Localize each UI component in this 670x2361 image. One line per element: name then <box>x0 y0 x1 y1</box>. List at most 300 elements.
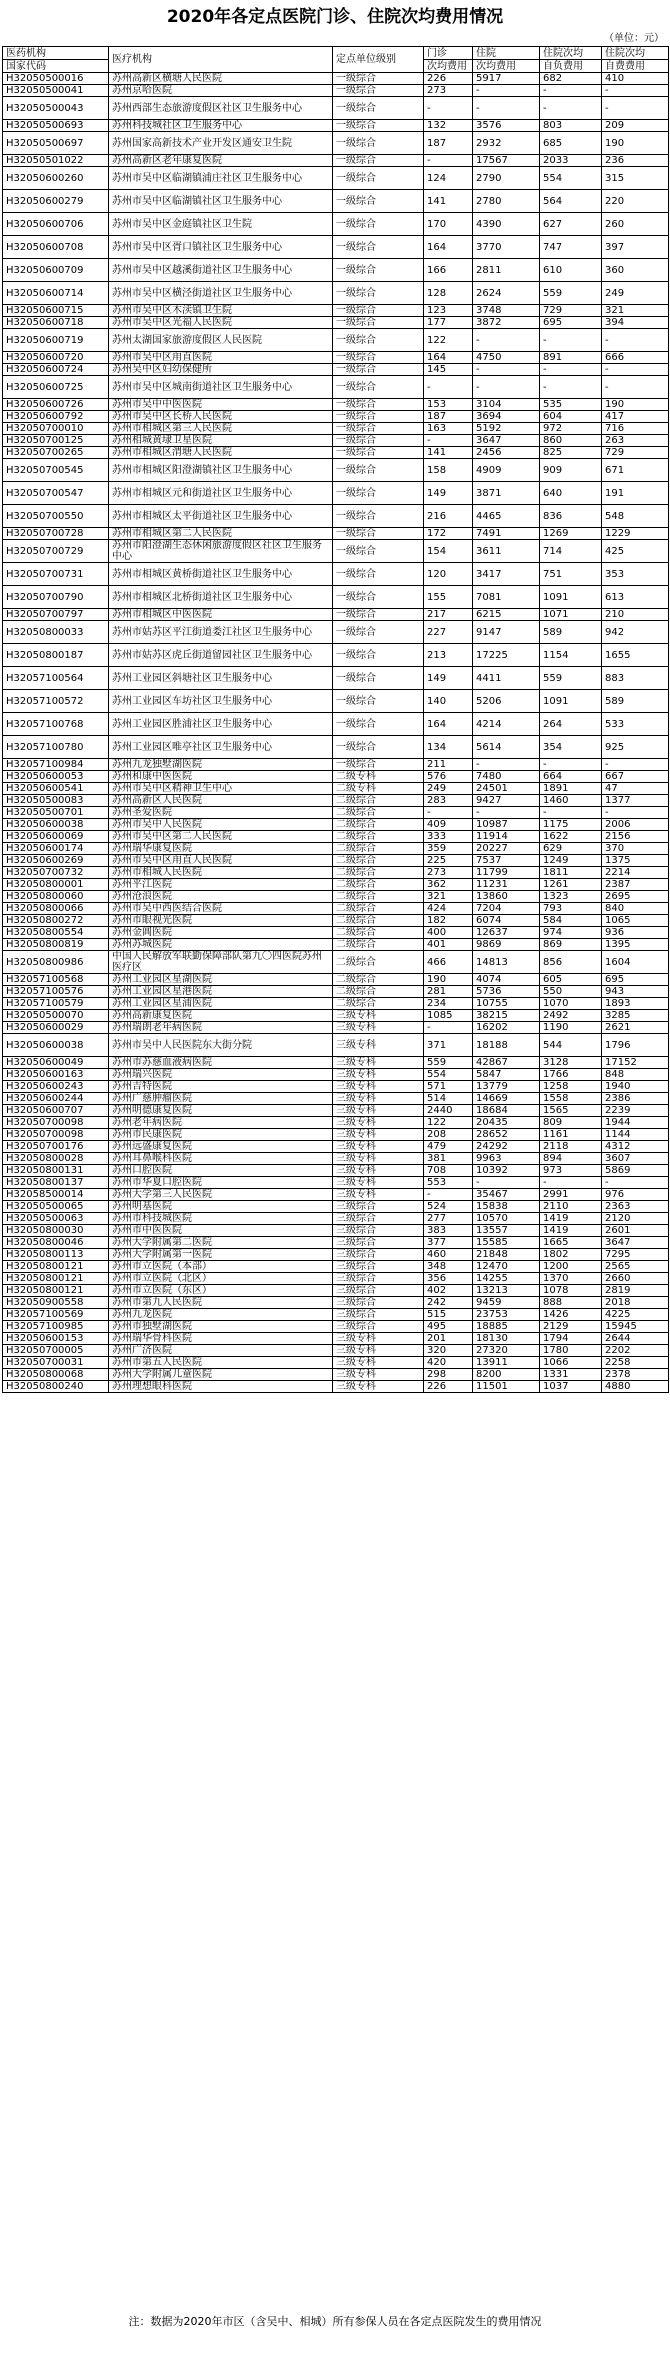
cell-inpatient-self-pay: 840 <box>602 903 669 915</box>
cell-inpatient-avg: 2624 <box>473 282 540 305</box>
cell-inpatient-avg: 17225 <box>473 644 540 667</box>
cell-code: H32050600726 <box>3 399 109 411</box>
cell-code: H32050800046 <box>3 1237 109 1249</box>
cell-code: H32058500014 <box>3 1189 109 1201</box>
cell-outpatient-avg: 281 <box>424 986 473 998</box>
cell-inpatient-avg: 7204 <box>473 903 540 915</box>
cell-code: H32050800060 <box>3 891 109 903</box>
cell-inpatient-self-pay: 249 <box>602 282 669 305</box>
cell-inpatient-self: 554 <box>540 167 602 190</box>
cell-inpatient-self-pay: 1940 <box>602 1081 669 1093</box>
cell-inpatient-self-pay: 17152 <box>602 1057 669 1069</box>
cell-inpatient-avg: 9963 <box>473 1153 540 1165</box>
cell-inpatient-self-pay: - <box>602 759 669 771</box>
cell-inpatient-self: 909 <box>540 459 602 482</box>
cell-inpatient-self-pay: 848 <box>602 1069 669 1081</box>
cell-inpatient-avg: - <box>473 1177 540 1189</box>
cell-name: 苏州瑞朗老年病医院 <box>109 1022 333 1034</box>
cell-outpatient-avg: 383 <box>424 1225 473 1237</box>
header-inpatient: 住院 <box>473 47 540 60</box>
cell-outpatient-avg: 166 <box>424 259 473 282</box>
cell-outpatient-avg: 402 <box>424 1285 473 1297</box>
cell-code: H32050700125 <box>3 435 109 447</box>
cell-name: 苏州市姑苏区虎丘街道留园社区卫生服务中心 <box>109 644 333 667</box>
table-row <box>3 540 669 563</box>
cell-name: 苏州高新区横塘人民医院 <box>109 73 333 85</box>
table-row <box>3 1285 669 1297</box>
cell-level: 一级综合 <box>333 528 424 540</box>
table-row <box>3 586 669 609</box>
cell-level: 三级综合 <box>333 1285 424 1297</box>
cell-outpatient-avg: - <box>424 155 473 167</box>
cell-outpatient-avg: 495 <box>424 1321 473 1333</box>
cell-level: 一级综合 <box>333 73 424 85</box>
cell-level: 一级综合 <box>333 97 424 120</box>
cell-inpatient-avg: 4465 <box>473 505 540 528</box>
cell-code: H32050800240 <box>3 1381 109 1393</box>
cell-inpatient-self-pay: 925 <box>602 736 669 759</box>
cell-code: H32050600069 <box>3 831 109 843</box>
cell-inpatient-avg: 11501 <box>473 1381 540 1393</box>
table-row <box>3 282 669 305</box>
cell-inpatient-self-pay: 3647 <box>602 1237 669 1249</box>
cell-outpatient-avg: 559 <box>424 1057 473 1069</box>
cell-inpatient-self: 1190 <box>540 1022 602 1034</box>
cell-code: H32050600029 <box>3 1022 109 1034</box>
table-row <box>3 317 669 329</box>
cell-inpatient-self-pay: 2018 <box>602 1297 669 1309</box>
cell-name: 苏州老年病医院 <box>109 1117 333 1129</box>
table-row <box>3 1141 669 1153</box>
table-row <box>3 1117 669 1129</box>
cell-inpatient-avg: 10392 <box>473 1165 540 1177</box>
table-row <box>3 132 669 155</box>
cell-inpatient-avg: - <box>473 376 540 399</box>
cell-inpatient-self: 559 <box>540 667 602 690</box>
cell-outpatient-avg: 164 <box>424 352 473 364</box>
header-inpatient-self-pay-sub: 自费费用 <box>602 60 669 73</box>
cell-name: 苏州工业园区星浦医院 <box>109 998 333 1010</box>
cell-inpatient-self-pay: 209 <box>602 120 669 132</box>
cell-outpatient-avg: 158 <box>424 459 473 482</box>
cell-inpatient-self-pay: 3285 <box>602 1010 669 1022</box>
cell-inpatient-self-pay: 2239 <box>602 1105 669 1117</box>
cell-level: 一级综合 <box>333 329 424 352</box>
cell-code: H32050700550 <box>3 505 109 528</box>
header-outpatient: 门诊 <box>424 47 473 60</box>
cell-inpatient-self: 891 <box>540 352 602 364</box>
cell-code: H32050700545 <box>3 459 109 482</box>
cell-level: 一级综合 <box>333 190 424 213</box>
cell-outpatient-avg: 2440 <box>424 1105 473 1117</box>
cell-code: H32050800028 <box>3 1153 109 1165</box>
cell-level: 一级综合 <box>333 482 424 505</box>
cell-outpatient-avg: - <box>424 807 473 819</box>
cell-inpatient-avg: 11799 <box>473 867 540 879</box>
cell-inpatient-self: 1794 <box>540 1333 602 1345</box>
cell-code: H32050700005 <box>3 1345 109 1357</box>
cell-outpatient-avg: 163 <box>424 423 473 435</box>
cell-name: 苏州市相城区元和街道社区卫生服务中心 <box>109 482 333 505</box>
cell-level: 三级专科 <box>333 1069 424 1081</box>
cell-inpatient-self-pay: 548 <box>602 505 669 528</box>
cell-inpatient-self-pay: 2601 <box>602 1225 669 1237</box>
table-row <box>3 667 669 690</box>
cell-inpatient-self: 1622 <box>540 831 602 843</box>
cell-outpatient-avg: - <box>424 97 473 120</box>
cell-inpatient-avg: 14813 <box>473 951 540 974</box>
cell-code: H32050700731 <box>3 563 109 586</box>
cell-inpatient-self: 888 <box>540 1297 602 1309</box>
cell-level: 三级专科 <box>333 1357 424 1369</box>
cell-outpatient-avg: 401 <box>424 939 473 951</box>
cell-inpatient-self: 1175 <box>540 819 602 831</box>
table-row <box>3 974 669 986</box>
cell-name: 苏州市吴中区光福人民医院 <box>109 317 333 329</box>
cell-inpatient-self-pay: 321 <box>602 305 669 317</box>
cell-code: H32057100572 <box>3 690 109 713</box>
cell-code: H32050600706 <box>3 213 109 236</box>
cell-inpatient-avg: 11231 <box>473 879 540 891</box>
table-row <box>3 621 669 644</box>
cell-level: 二级综合 <box>333 855 424 867</box>
cell-outpatient-avg: 227 <box>424 621 473 644</box>
table-row <box>3 259 669 282</box>
cell-code: H32050700098 <box>3 1129 109 1141</box>
cell-code: H32050800033 <box>3 621 109 644</box>
cell-name: 苏州市相城区第三人民医院 <box>109 423 333 435</box>
cell-level: 二级综合 <box>333 867 424 879</box>
cell-inpatient-self: 564 <box>540 190 602 213</box>
cell-level: 二级综合 <box>333 843 424 855</box>
header-row-1 <box>3 47 669 60</box>
cell-level: 一级综合 <box>333 423 424 435</box>
table-row <box>3 435 669 447</box>
cell-inpatient-avg: 17567 <box>473 155 540 167</box>
cell-inpatient-avg: 13213 <box>473 1285 540 1297</box>
cell-outpatient-avg: 153 <box>424 399 473 411</box>
cell-name: 苏州太湖国家旅游度假区人民医院 <box>109 329 333 352</box>
cell-inpatient-self-pay: - <box>602 97 669 120</box>
cell-code: H32050800030 <box>3 1225 109 1237</box>
cell-level: 三级专科 <box>333 1057 424 1069</box>
cell-outpatient-avg: 149 <box>424 667 473 690</box>
cell-outpatient-avg: 141 <box>424 447 473 459</box>
cell-code: H32050500063 <box>3 1213 109 1225</box>
table-row <box>3 1249 669 1261</box>
cell-level: 二级专科 <box>333 771 424 783</box>
cell-inpatient-self: 695 <box>540 317 602 329</box>
table-row <box>3 1022 669 1034</box>
cell-level: 三级专科 <box>333 1093 424 1105</box>
cell-level: 一级综合 <box>333 236 424 259</box>
cell-inpatient-avg: 12637 <box>473 927 540 939</box>
cell-inpatient-self-pay: - <box>602 807 669 819</box>
cell-name: 苏州工业园区胜浦社区卫生服务中心 <box>109 713 333 736</box>
cell-name: 苏州口腔医院 <box>109 1165 333 1177</box>
cell-level: 一级综合 <box>333 155 424 167</box>
cell-inpatient-self: 869 <box>540 939 602 951</box>
cell-inpatient-self-pay: 589 <box>602 690 669 713</box>
table-row <box>3 423 669 435</box>
cell-inpatient-self-pay: 976 <box>602 1189 669 1201</box>
cell-name: 苏州瑞兴医院 <box>109 1069 333 1081</box>
cell-outpatient-avg: 320 <box>424 1345 473 1357</box>
cell-name: 苏州市相城区黄桥街道社区卫生服务中心 <box>109 563 333 586</box>
cell-level: 一级综合 <box>333 85 424 97</box>
cell-inpatient-self: 1249 <box>540 855 602 867</box>
cell-level: 三级综合 <box>333 1273 424 1285</box>
cell-level: 一级综合 <box>333 213 424 236</box>
cell-inpatient-avg: 24292 <box>473 1141 540 1153</box>
cell-inpatient-self-pay: 15945 <box>602 1321 669 1333</box>
cell-inpatient-self-pay: 397 <box>602 236 669 259</box>
cell-level: 二级综合 <box>333 807 424 819</box>
cell-inpatient-self: - <box>540 97 602 120</box>
cell-inpatient-avg: 23753 <box>473 1309 540 1321</box>
cell-inpatient-self-pay: 1796 <box>602 1034 669 1057</box>
cell-name: 苏州和康中医医院 <box>109 771 333 783</box>
cell-outpatient-avg: 381 <box>424 1153 473 1165</box>
table-row <box>3 213 669 236</box>
cell-inpatient-self: 682 <box>540 73 602 85</box>
cell-inpatient-avg: 5847 <box>473 1069 540 1081</box>
cell-inpatient-self-pay: 315 <box>602 167 669 190</box>
cell-code: H32050500043 <box>3 97 109 120</box>
cell-outpatient-avg: 177 <box>424 317 473 329</box>
cell-inpatient-avg: 4909 <box>473 459 540 482</box>
cell-name: 苏州市吴中人民医院东大街分院 <box>109 1034 333 1057</box>
cell-code: H32050800137 <box>3 1177 109 1189</box>
cell-inpatient-avg: 18188 <box>473 1034 540 1057</box>
cell-name: 苏州市立医院（北区） <box>109 1273 333 1285</box>
cell-inpatient-self: 354 <box>540 736 602 759</box>
cell-outpatient-avg: 216 <box>424 505 473 528</box>
cell-inpatient-self-pay: - <box>602 376 669 399</box>
cell-code: H32050600719 <box>3 329 109 352</box>
table-row <box>3 1381 669 1393</box>
cell-name: 苏州圣爱医院 <box>109 807 333 819</box>
cell-inpatient-self-pay: 533 <box>602 713 669 736</box>
cell-code: H32050600269 <box>3 855 109 867</box>
cell-outpatient-avg: 234 <box>424 998 473 1010</box>
cell-inpatient-self-pay: - <box>602 1177 669 1189</box>
cell-inpatient-avg: 3417 <box>473 563 540 586</box>
cell-outpatient-avg: 122 <box>424 329 473 352</box>
table-row <box>3 1309 669 1321</box>
cell-code: H32050600715 <box>3 305 109 317</box>
cell-outpatient-avg: 359 <box>424 843 473 855</box>
cell-name: 苏州明基医院 <box>109 1201 333 1213</box>
cell-inpatient-self: 544 <box>540 1034 602 1057</box>
cell-inpatient-self-pay: 1377 <box>602 795 669 807</box>
cell-inpatient-self: 629 <box>540 843 602 855</box>
cell-level: 三级综合 <box>333 1309 424 1321</box>
cell-name: 苏州市吴中区胥口镇社区卫生服务中心 <box>109 236 333 259</box>
cell-code: H32050800187 <box>3 644 109 667</box>
cell-inpatient-self-pay: 4312 <box>602 1141 669 1153</box>
cell-inpatient-self: 1558 <box>540 1093 602 1105</box>
cell-inpatient-self-pay: 5869 <box>602 1165 669 1177</box>
cell-name: 苏州平江医院 <box>109 879 333 891</box>
table-row <box>3 855 669 867</box>
cell-inpatient-self: 1565 <box>540 1105 602 1117</box>
cell-inpatient-self: 856 <box>540 951 602 974</box>
cell-code: H32050700010 <box>3 423 109 435</box>
cell-inpatient-avg: 2780 <box>473 190 540 213</box>
table-row <box>3 690 669 713</box>
cell-level: 二级综合 <box>333 831 424 843</box>
cell-level: 二级综合 <box>333 998 424 1010</box>
table-row <box>3 1153 669 1165</box>
cell-inpatient-self: 1161 <box>540 1129 602 1141</box>
cell-inpatient-self: 2110 <box>540 1201 602 1213</box>
table-row <box>3 1345 669 1357</box>
cell-code: H32057100576 <box>3 986 109 998</box>
cell-code: H32050700098 <box>3 1117 109 1129</box>
cell-inpatient-self-pay: 943 <box>602 986 669 998</box>
cell-inpatient-self: 1037 <box>540 1381 602 1393</box>
cell-inpatient-self-pay: 4880 <box>602 1381 669 1393</box>
table-row <box>3 1213 669 1225</box>
table-row <box>3 915 669 927</box>
table-body <box>3 73 669 1393</box>
table-row <box>3 759 669 771</box>
table-row <box>3 1333 669 1345</box>
cell-level: 二级综合 <box>333 927 424 939</box>
table-row <box>3 563 669 586</box>
cell-name: 苏州市吴中区越溪街道社区卫生服务中心 <box>109 259 333 282</box>
cell-inpatient-avg: 7480 <box>473 771 540 783</box>
cell-level: 一级综合 <box>333 759 424 771</box>
cell-inpatient-avg: 10570 <box>473 1213 540 1225</box>
cell-outpatient-avg: - <box>424 1189 473 1201</box>
cell-level: 一级综合 <box>333 690 424 713</box>
table-row <box>3 236 669 259</box>
cell-outpatient-avg: 123 <box>424 305 473 317</box>
cell-code: H32050500083 <box>3 795 109 807</box>
cell-level: 一级综合 <box>333 167 424 190</box>
cell-outpatient-avg: 164 <box>424 236 473 259</box>
cell-inpatient-avg: 13557 <box>473 1225 540 1237</box>
cell-inpatient-avg: 24501 <box>473 783 540 795</box>
cell-inpatient-avg: 3694 <box>473 411 540 423</box>
cell-level: 一级综合 <box>333 282 424 305</box>
cell-outpatient-avg: 348 <box>424 1261 473 1273</box>
cell-inpatient-self: 973 <box>540 1165 602 1177</box>
cell-inpatient-self: 1766 <box>540 1069 602 1081</box>
cell-name: 苏州吴中区妇幼保健所 <box>109 364 333 376</box>
cell-name: 苏州工业园区斜塘社区卫生服务中心 <box>109 667 333 690</box>
cell-inpatient-avg: 9147 <box>473 621 540 644</box>
cell-inpatient-avg: 5736 <box>473 986 540 998</box>
cell-outpatient-avg: 420 <box>424 1357 473 1369</box>
cell-level: 三级综合 <box>333 1201 424 1213</box>
cell-inpatient-self: 1071 <box>540 609 602 621</box>
cell-outpatient-avg: 145 <box>424 364 473 376</box>
cell-name: 苏州理想眼科医院 <box>109 1381 333 1393</box>
table-row <box>3 1105 669 1117</box>
cell-outpatient-avg: 134 <box>424 736 473 759</box>
cell-inpatient-self: 535 <box>540 399 602 411</box>
cell-inpatient-self-pay: 2006 <box>602 819 669 831</box>
cell-name: 苏州市吴中区长桥人民医院 <box>109 411 333 423</box>
cell-outpatient-avg: 208 <box>424 1129 473 1141</box>
table-row <box>3 352 669 364</box>
cell-inpatient-avg: - <box>473 759 540 771</box>
cell-inpatient-self-pay: 2214 <box>602 867 669 879</box>
cell-inpatient-self-pay: 360 <box>602 259 669 282</box>
cell-code: H32057100568 <box>3 974 109 986</box>
cell-code: H32050800554 <box>3 927 109 939</box>
cell-code: H32050600174 <box>3 843 109 855</box>
cell-outpatient-avg: 172 <box>424 528 473 540</box>
cell-inpatient-avg: 15838 <box>473 1201 540 1213</box>
cell-inpatient-avg: 2811 <box>473 259 540 282</box>
cell-inpatient-self: 559 <box>540 282 602 305</box>
cell-inpatient-avg: 5917 <box>473 73 540 85</box>
cell-outpatient-avg: 187 <box>424 132 473 155</box>
cell-name: 苏州市吴中区临湖镇浦庄社区卫生服务中心 <box>109 167 333 190</box>
cell-code: H32050800986 <box>3 951 109 974</box>
cell-outpatient-avg: 217 <box>424 609 473 621</box>
cell-level: 一级综合 <box>333 132 424 155</box>
cell-name: 苏州九龙独墅湖医院 <box>109 759 333 771</box>
cell-name: 苏州市第九人民医院 <box>109 1297 333 1309</box>
cell-name: 苏州市吴中区精神卫生中心 <box>109 783 333 795</box>
table-row <box>3 1225 669 1237</box>
cell-outpatient-avg: 154 <box>424 540 473 563</box>
cell-inpatient-self: 550 <box>540 986 602 998</box>
cell-level: 一级综合 <box>333 621 424 644</box>
table-row <box>3 329 669 352</box>
cell-inpatient-self: 605 <box>540 974 602 986</box>
table-row <box>3 155 669 167</box>
unit-label: （单位：元） <box>604 33 664 44</box>
cell-inpatient-self: 1802 <box>540 1249 602 1261</box>
cell-inpatient-self: 836 <box>540 505 602 528</box>
cell-code: H32050600260 <box>3 167 109 190</box>
table-row <box>3 364 669 376</box>
table-row <box>3 998 669 1010</box>
table-row <box>3 795 669 807</box>
cell-outpatient-avg: 164 <box>424 713 473 736</box>
cell-name: 苏州高新康复医院 <box>109 1010 333 1022</box>
cell-name: 苏州市相城区太平街道社区卫生服务中心 <box>109 505 333 528</box>
cell-inpatient-self-pay: 236 <box>602 155 669 167</box>
table-row <box>3 1057 669 1069</box>
cell-inpatient-self-pay: 2644 <box>602 1333 669 1345</box>
cell-name: 苏州市相城人民医院 <box>109 867 333 879</box>
table-row <box>3 819 669 831</box>
cell-code: H32050600153 <box>3 1333 109 1345</box>
cell-inpatient-self-pay: 210 <box>602 609 669 621</box>
cell-name: 苏州市吴中人民医院 <box>109 819 333 831</box>
table-row <box>3 736 669 759</box>
cell-name: 苏州市科技城医院 <box>109 1213 333 1225</box>
cell-inpatient-self-pay: 1229 <box>602 528 669 540</box>
cell-inpatient-self-pay: - <box>602 364 669 376</box>
cell-name: 苏州高新区人民医院 <box>109 795 333 807</box>
cell-inpatient-avg: 10755 <box>473 998 540 1010</box>
cell-outpatient-avg: 362 <box>424 879 473 891</box>
cell-inpatient-self-pay: 2565 <box>602 1261 669 1273</box>
cell-level: 二级综合 <box>333 879 424 891</box>
cell-code: H32050800121 <box>3 1261 109 1273</box>
cell-inpatient-self-pay: 936 <box>602 927 669 939</box>
header-inpatient-self-sub: 自负费用 <box>540 60 602 73</box>
cell-inpatient-self: 589 <box>540 621 602 644</box>
